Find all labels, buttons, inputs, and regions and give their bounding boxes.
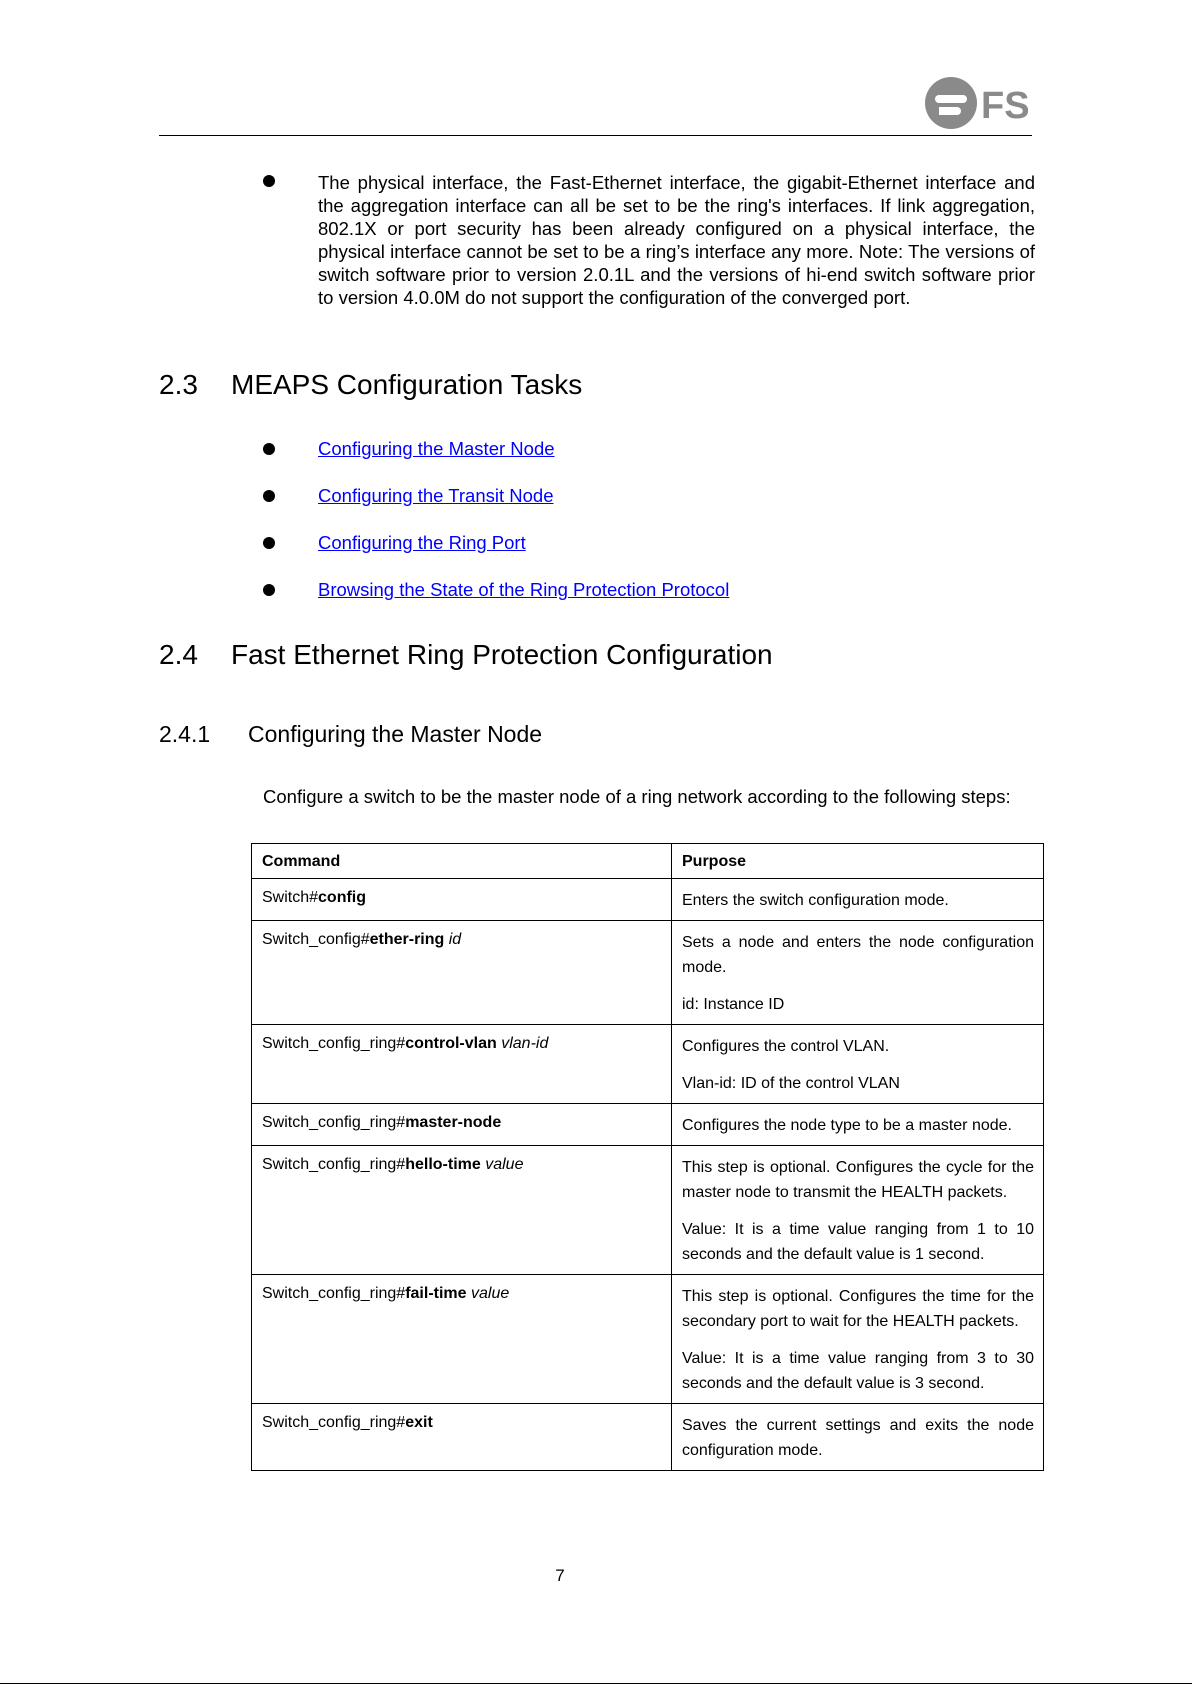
- table-row: [252, 1146, 1044, 1275]
- task-list: [263, 437, 729, 625]
- header-divider: [159, 135, 1032, 136]
- purpose-cell: This step is optional. Configures the cycle for the master node to transmit the HEALTH packets. Value: It is a time value ranging from 1 to 10 seconds and the default value is 1 second.: [672, 1146, 1044, 1275]
- purpose-cell: Configures the control VLAN. Vlan-id: ID of the control VLAN: [672, 1025, 1044, 1104]
- section-heading-2-4: [159, 639, 773, 671]
- bullet-icon: [263, 490, 275, 502]
- link-configuring-ring-port[interactable]: Configuring the Ring Port: [318, 532, 526, 553]
- purpose-cell: Saves the current settings and exits the node configuration mode.: [672, 1404, 1044, 1471]
- table-header-row: [252, 844, 1044, 879]
- table-row: [252, 1275, 1044, 1404]
- command-cell: Switch_config_ring#control-vlan vlan-id: [252, 1025, 672, 1104]
- purpose-cell: Enters the switch configuration mode.: [672, 879, 1044, 921]
- fs-logo: [925, 76, 1033, 130]
- link-configuring-master-node[interactable]: Configuring the Master Node: [318, 438, 555, 459]
- bullet-icon: [263, 537, 275, 549]
- section-title: Configuring the Master Node: [248, 721, 543, 747]
- list-item: [263, 437, 729, 484]
- command-cell: Switch#config: [252, 879, 672, 921]
- link-browsing-ring-state[interactable]: Browsing the State of the Ring Protection Protocol: [318, 579, 730, 600]
- section-number: 2.4: [159, 639, 198, 670]
- section-number: 2.3: [159, 369, 198, 400]
- command-table: [251, 843, 1044, 1471]
- command-cell: Switch_config_ring#fail-time value: [252, 1275, 672, 1404]
- list-item: [263, 531, 729, 578]
- command-cell: Switch_config_ring#exit: [252, 1404, 672, 1471]
- header-command: Command: [252, 844, 672, 879]
- section-heading-2-4-1: [159, 721, 542, 748]
- intro-bullet: [263, 171, 1035, 309]
- page-bottom-edge: [0, 1683, 1192, 1684]
- command-cell: Switch_config_ring#hello-time value: [252, 1146, 672, 1275]
- bullet-icon: [263, 175, 275, 187]
- section-title: MEAPS Configuration Tasks: [231, 369, 583, 400]
- list-item: [263, 578, 729, 625]
- list-item: [263, 484, 729, 531]
- section-title: Fast Ethernet Ring Protection Configuration: [231, 639, 773, 670]
- steps-intro: Configure a switch to be the master node of a ring network according to the following steps:: [263, 786, 1011, 807]
- bullet-icon: [263, 443, 275, 455]
- table-row: [252, 921, 1044, 1025]
- page-number: 7: [555, 1566, 565, 1585]
- section-number: 2.4.1: [159, 721, 211, 747]
- table-row: [252, 879, 1044, 921]
- purpose-cell: Sets a node and enters the node configuration mode. id: Instance ID: [672, 921, 1044, 1025]
- table-row: [252, 1404, 1044, 1471]
- bullet-icon: [263, 584, 275, 596]
- link-configuring-transit-node[interactable]: Configuring the Transit Node: [318, 485, 554, 506]
- command-cell: Switch_config_ring#master-node: [252, 1104, 672, 1146]
- purpose-cell: This step is optional. Configures the time for the secondary port to wait for the HEALTH packets. Value: It is a time value ranging from 3 to 30 seconds and the default value is 3 second.: [672, 1275, 1044, 1404]
- table-row: [252, 1025, 1044, 1104]
- intro-text: The physical interface, the Fast-Ethernet interface, the gigabit-Ethernet interface and the aggregation interface can all be set to be the ring's interfaces. If link aggregation, 802.1X or port security has been already configured on a physical interface, the physical interface cannot be set to be a ring’s interface any more. Note: The versions of switch software prior to version 2.0.1L and the versions of hi-end switch software prior to version 4.0.0M do not support the configuration of the converged port.: [318, 172, 1035, 308]
- header-purpose: Purpose: [672, 844, 1044, 879]
- logo-text: FS: [981, 85, 1030, 127]
- section-heading-2-3: [159, 369, 582, 401]
- command-cell: Switch_config#ether-ring id: [252, 921, 672, 1025]
- purpose-cell: Configures the node type to be a master node.: [672, 1104, 1044, 1146]
- table-row: [252, 1104, 1044, 1146]
